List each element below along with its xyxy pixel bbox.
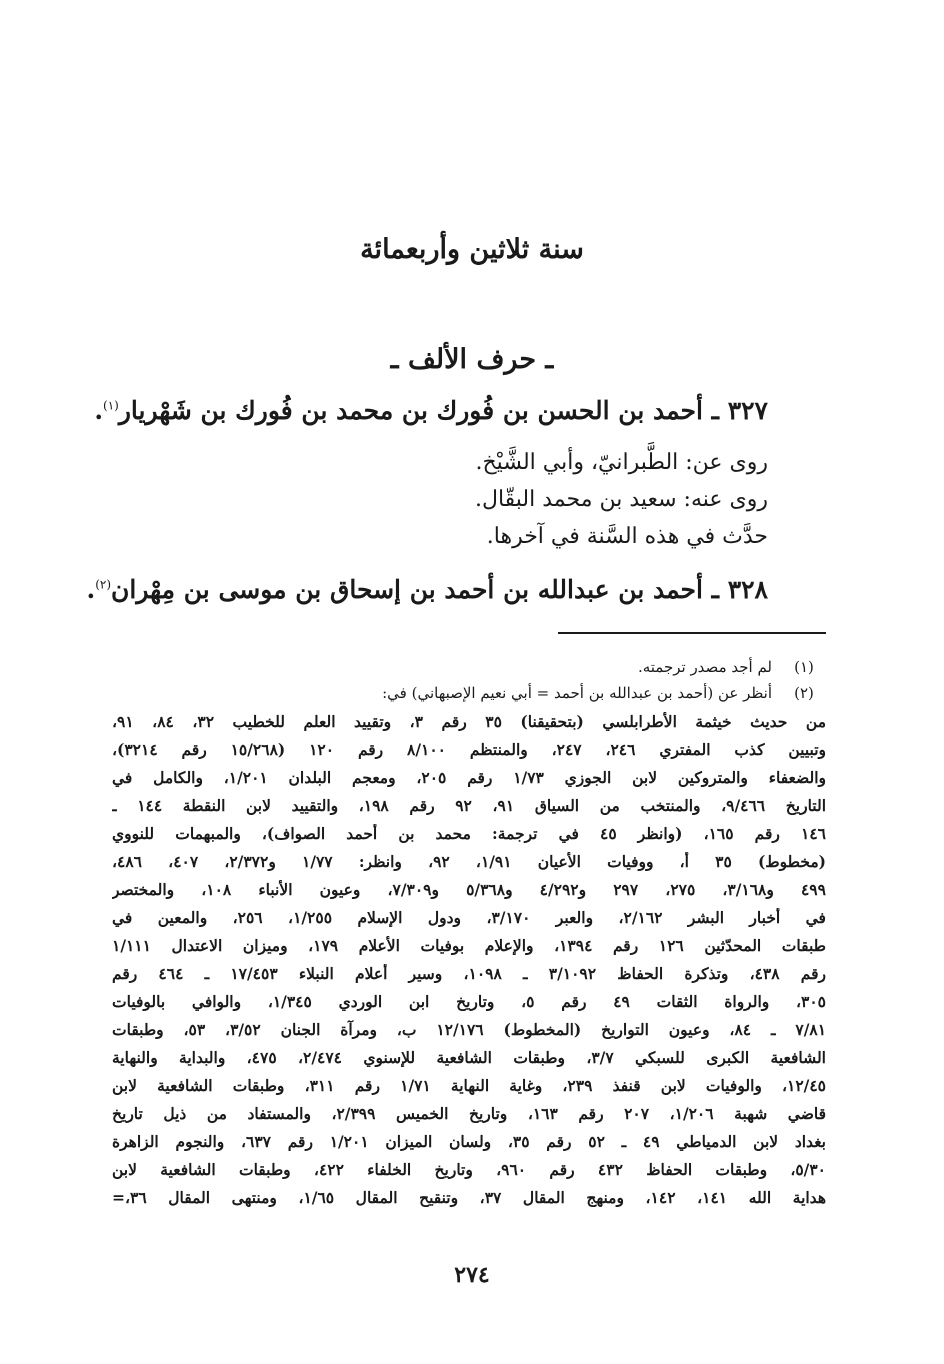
note-ref: (١)	[103, 398, 119, 413]
footnote-line: (مخطوط) ٣٥ أ، ووفيات الأعيان ١/٩١، ٩٢، وانظر: ١/٧٧ و٢/٣٧٢، ٤٠٧، ٤٨٦،	[112, 852, 826, 871]
footnote-line: والضعفاء والمتروكين لابن الجوزي ١/٧٣ رقم ٢٠٥، ومعجم البلدان ١/٢٠١، والكامل في	[112, 768, 826, 787]
note-ref: (٢)	[95, 577, 112, 592]
detail-line: روى عن: الطَّبرانيّ، وأبي الشَّيْخ.	[475, 450, 768, 475]
detail-line: حدَّث في هذه السَّنة في آخرها.	[486, 524, 768, 549]
footnote-line: هداية الله ١٤١، ١٤٢، ومنهج المقال ٣٧، وتنقيح المقال ١/٦٥، ومنتهى المقال ٣٦،=	[112, 1188, 826, 1207]
year-heading: سنة ثلاثين وأربعمائة	[360, 234, 584, 265]
footnote-line: من حديث خيثمة الأطرابلسي (بتحقيقنا) ٣٥ رقم ٣، وتقييد العلم للخطيب ٣٢، ٨٤، ٩١،	[112, 712, 826, 731]
footnote-line: وتبيين كذب المفتري ٢٤٦، ٢٤٧، والمنتظم ٨/١٠٠ رقم ١٢٠ (١٥/٢٦٨ رقم ٣٢١٤)،	[112, 740, 826, 759]
footnote-line: في أخبار البشر ٢/١٦٢، والعبر ٣/١٧٠، ودول الإسلام ١/٢٥٥، ٢٥٦، والمعين في	[112, 908, 826, 927]
footnote-line: ١٢/٤٥، والوفيات لابن قنفذ ٢٣٩، وغاية النهاية ١/٧١ رقم ٣١١، وطبقات الشافعية لابن	[112, 1076, 826, 1095]
footnote	[106, 658, 826, 676]
footnote-line: ٣٠٥، والرواة الثقات ٤٩ رقم ٥، وتاريخ ابن الوردي ١/٣٤٥، والوافي بالوفيات	[112, 992, 826, 1011]
detail-line: روى عنه: سعيد بن محمد البقّال.	[474, 487, 768, 512]
entry-end: .	[94, 396, 104, 425]
entry-number: ٣٢٨	[727, 575, 768, 604]
footnote-line: ١٤٦ رقم ١٦٥، (وانظر ٤٥ في ترجمة: محمد بن أحمد الصواف)، والمبهمات للنووي	[112, 824, 826, 843]
footnote-line: رقم ٤٣٨، وتذكرة الحفاظ ٣/١٠٩٢ ـ ١٠٩٨، وسير أعلام النبلاء ١٧/٤٥٣ ـ ٤٦٤ رقم	[112, 964, 826, 983]
entry-text: ـ أحمد بن عبدالله بن أحمد بن إسحاق بن موسى بن مِهْران	[111, 575, 719, 604]
footnote-line: ٧/٨١ ـ ٨٤، وعيون التواريخ (المخطوط) ١٢/١٧٦ ب، ومرآة الجنان ٣/٥٢، ٥٣، وطبقات	[112, 1020, 826, 1039]
footnote-line: التاريخ ٩/٤٦٦، والمنتخب من السياق ٩١، ٩٢ رقم ١٩٨، والتقييد لابن النقطة ١٤٤ ـ	[112, 796, 826, 815]
footnote-number: (١)	[794, 658, 814, 676]
footnote-text: أنظر عن (أحمد بن عبدالله بن أحمد = أبي نعيم الإصبهاني) في:	[382, 684, 772, 702]
footnote-line: الشافعية الكبرى للسبكي ٣/٧، وطبقات الشافعية للإسنوي ٢/٤٧٤، ٤٧٥، والبداية والنهاية	[112, 1048, 826, 1067]
footnote-line: ٥/٣٠، وطبقات الحفاظ ٤٣٢ رقم ٩٦٠، وتاريخ الخلفاء ٤٢٢، وطبقات الشافعية لابن	[112, 1160, 826, 1179]
entry-end: .	[86, 575, 96, 604]
footnote-line: طبقات المحدّثين ١٢٦ رقم ١٣٩٤، والإعلام بوفيات الأعلام ١٧٩، وميزان الاعتدال ١/١١١	[112, 936, 826, 955]
footnote-divider	[558, 632, 826, 634]
entry-327	[94, 396, 768, 425]
footnote-text: لم أجد مصدر ترجمته.	[637, 658, 772, 676]
section-heading: ـ حرف الألف ـ	[390, 344, 554, 375]
entry-328	[86, 575, 768, 604]
footnote	[106, 684, 826, 702]
footnote-line: قاضي شهبة ١/٢٠٦، ٢٠٧ رقم ١٦٣، وتاريخ الخميس ٢/٣٩٩، والمستفاد من ذيل تاريخ	[112, 1104, 826, 1123]
entry-text: ـ أحمد بن الحسن بن فُورك بن محمد بن فُورك بن شَهْريار	[118, 396, 719, 425]
page-number: ٢٧٤	[454, 1262, 490, 1288]
footnote-number: (٢)	[794, 684, 814, 702]
footnote-line: ٤٩٩ و٣/١٦٨، ٢٧٥، ٢٩٧ و٤/٢٩٢ و٥/٣٦٨ و٧/٣٠٩، وعيون الأنباء ١٠٨، والمختصر	[112, 880, 826, 899]
footnote-line: بغداد لابن الدمياطي ٤٩ ـ ٥٢ رقم ٣٥، ولسان الميزان ١/٢٠١ رقم ٦٣٧، والنجوم الزاهرة	[112, 1132, 826, 1151]
entry-number: ٣٢٧	[727, 396, 768, 425]
